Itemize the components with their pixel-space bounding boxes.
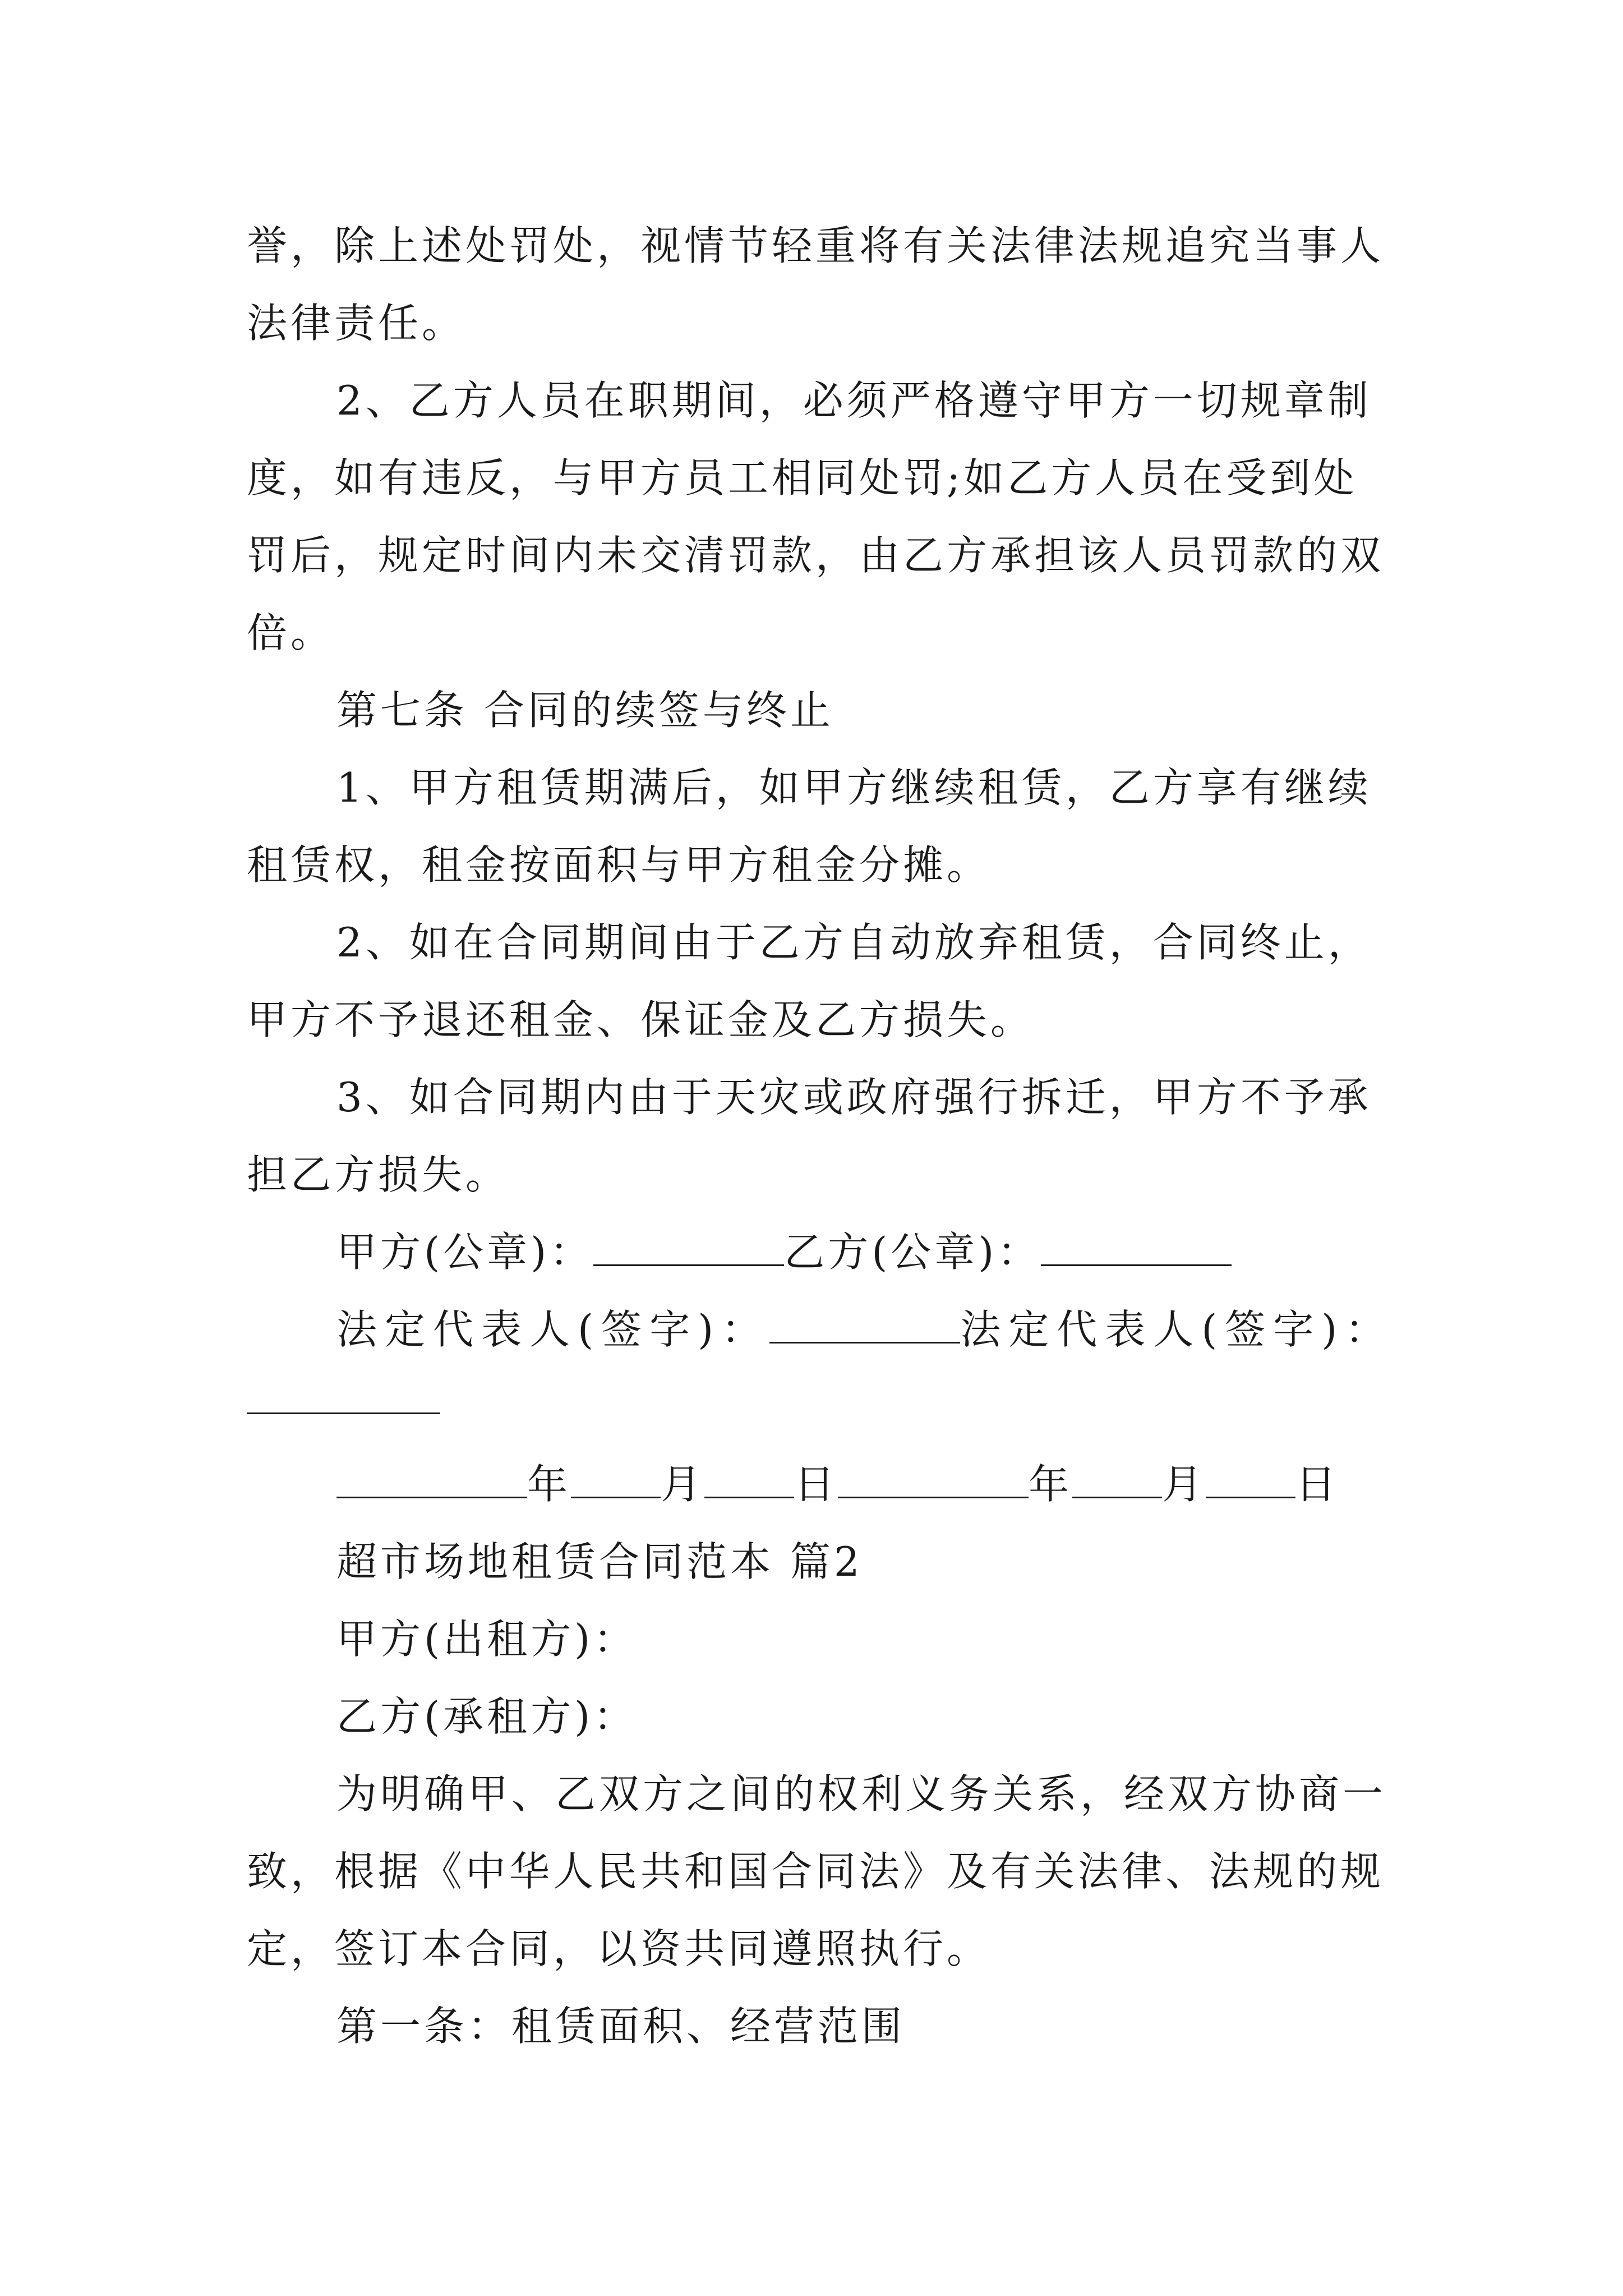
year-label: 年	[527, 1461, 571, 1508]
date-line	[336, 1456, 1339, 1512]
rep-a-label: 法定代表人(签字)：	[336, 1306, 770, 1353]
paragraph-line: 倍。	[247, 609, 335, 656]
lessor-line: 甲方(出租方)：	[336, 1616, 638, 1663]
paragraph-line: 度，如有违反，与甲方员工相同处罚;如乙方人员在受到处	[247, 454, 1358, 501]
lessee-line: 乙方(承租方)：	[336, 1693, 638, 1740]
article-1-heading: 第一条：租赁面积、经营范围	[336, 2003, 906, 2050]
day-label: 日	[794, 1461, 838, 1508]
paragraph-line: 法律责任。	[247, 300, 466, 347]
month-blank	[571, 1463, 661, 1498]
clause-3-line: 3、如合同期内由于天灾或政府强行拆迁，甲方不予承	[336, 1074, 1372, 1121]
party-a-seal-label: 甲方(公章)：	[336, 1228, 594, 1276]
paragraph-line: 甲方不予退还租金、保证金及乙方损失。	[247, 996, 1035, 1043]
paragraph-line: 租赁权，租金按面积与甲方租金分摊。	[247, 841, 991, 889]
intro-line: 定，签订本合同，以资共同遵照执行。	[247, 1925, 991, 1972]
year-blank	[838, 1463, 1029, 1498]
year-blank	[336, 1463, 527, 1498]
year-label: 年	[1029, 1461, 1073, 1508]
day-label: 日	[1295, 1461, 1340, 1508]
paragraph-line: 誉，除上述处罚处，视情节轻重将有关法律法规追究当事人	[247, 222, 1385, 269]
month-label: 月	[1162, 1461, 1206, 1508]
day-blank	[704, 1463, 794, 1498]
party-b-seal-label: 乙方(公章)：	[784, 1228, 1041, 1276]
representative-line	[336, 1301, 1393, 1358]
seal-line	[336, 1224, 1232, 1280]
clause-2-line: 2、如在合同期间由于乙方自动放弃租赁，合同终止，	[336, 919, 1372, 966]
intro-line: 致，根据《中华人民共和国合同法》及有关法律、法规的规	[247, 1848, 1385, 1895]
clause-1-line: 1、甲方租赁期满后，如甲方继续租赁，乙方享有继续	[336, 764, 1372, 811]
rep-a-blank	[769, 1308, 960, 1343]
intro-line: 为明确甲、乙双方之间的权利义务关系，经双方协商一	[336, 1770, 1387, 1818]
party-a-seal-blank	[593, 1231, 784, 1266]
paragraph-line: 罚后，规定时间内未交清罚款，由乙方承担该人员罚款的双	[247, 532, 1385, 579]
article-7-heading: 第七条 合同的续签与终止	[336, 687, 834, 734]
party-b-seal-blank	[1041, 1231, 1232, 1266]
paragraph-line: 担乙方损失。	[247, 1151, 510, 1198]
rep-b-blank	[247, 1412, 440, 1414]
rep-b-label: 法定代表人(签字)：	[960, 1306, 1394, 1353]
section-2-title: 超市场地租赁合同范本 篇2	[336, 1538, 863, 1585]
month-label: 月	[661, 1461, 705, 1508]
month-blank	[1072, 1463, 1162, 1498]
clause-2-line: 2、乙方人员在职期间，必须严格遵守甲方一切规章制	[336, 377, 1372, 424]
day-blank	[1206, 1463, 1295, 1498]
